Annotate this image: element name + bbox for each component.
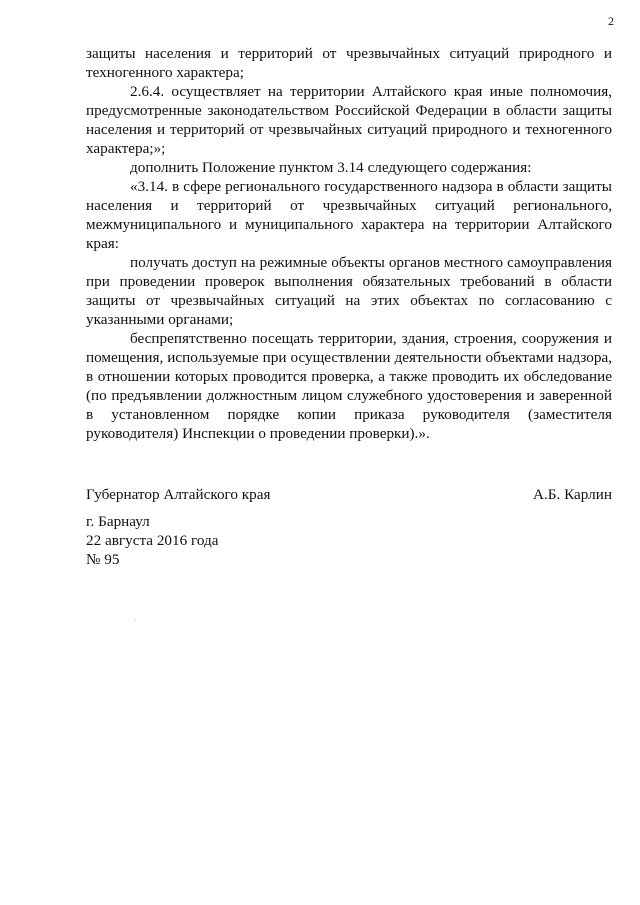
date: 22 августа 2016 года	[86, 532, 219, 549]
stray-dot	[135, 620, 136, 621]
signatory-name: А.Б. Карлин	[533, 486, 612, 503]
page-number: 2	[608, 14, 614, 28]
paragraph-access-right: получать доступ на режимные объекты органов местного самоуправления при проведении проверок выполнения обязательных требований в области защиты от чрезвычайных ситуаций на этих объектах по согласованию с указанными органами;	[86, 254, 612, 328]
paragraph-continuation: защиты населения и территорий от чрезвычайных ситуаций природного и техногенного характера;	[86, 45, 612, 81]
paragraph-visit-right: беспрепятственно посещать территории, здания, строения, сооружения и помещения, используемые при осуществлении деятельности объектами надзора, в отношении которых проводится проверка, а также проводить их обследование (по предъявлении должностным лицом служебного удостоверения и заверенной в установленном порядке копии приказа руководителя (заместителя руководителя) Инспекции о проведении проверки).».	[86, 330, 612, 442]
paragraph-amendment-intro: дополнить Положение пунктом 3.14 следующего содержания:	[130, 159, 532, 176]
document-body	[86, 44, 612, 443]
paragraph-2-6-4: 2.6.4. осуществляет на территории Алтайского края иные полномочия, предусмотренные законодательством Российской Федерации в области защиты населения и территорий от чрезвычайных ситуаций природного и техногенного характера;»;	[86, 83, 612, 157]
place: г. Барнаул	[86, 513, 150, 530]
document-number: № 95	[86, 551, 120, 568]
place-date-block	[86, 512, 218, 569]
paragraph-3-14: «3.14. в сфере регионального государственного надзора в области защиты населения и территорий от чрезвычайных ситуаций регионального, межмуниципального и муниципального характера на территории Алтайского края:	[86, 178, 612, 252]
signatory-position: Губернатор Алтайского края	[86, 486, 271, 503]
